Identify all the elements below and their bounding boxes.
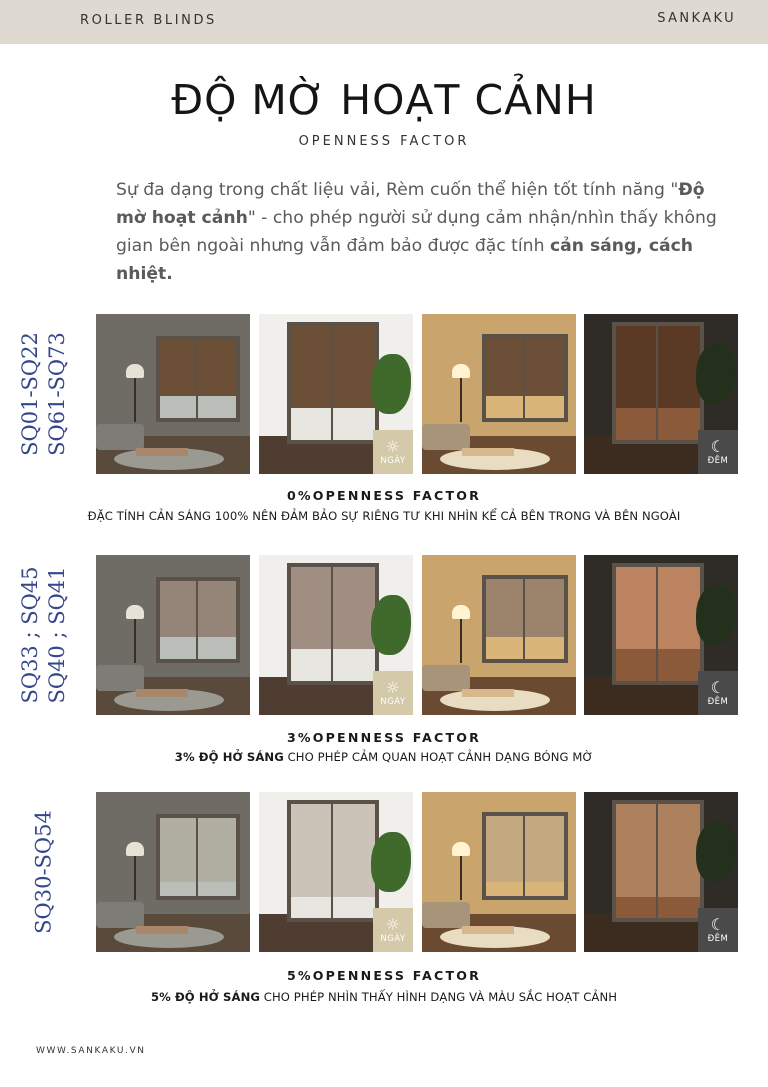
window <box>156 814 240 900</box>
window-pane <box>198 340 236 418</box>
plant <box>696 344 736 404</box>
window-pane <box>198 818 236 896</box>
product-codes <box>26 792 62 952</box>
plant <box>371 354 411 414</box>
openness-caption-text <box>0 750 768 764</box>
window-pane <box>525 579 564 659</box>
roller-blind <box>525 338 564 396</box>
window <box>287 322 379 444</box>
plant <box>696 822 736 882</box>
openness-caption-body: CHO PHÉP NHÌN THẤY HÌNH DẠNG VÀ MÀU SẮC HOẠT CẢNH <box>260 990 618 1004</box>
window-pane <box>616 804 658 918</box>
floor-lamp-pole <box>460 378 462 422</box>
coffee-table <box>136 926 188 934</box>
floor-lamp-shade <box>126 842 144 856</box>
window-pane <box>333 804 375 918</box>
window-pane <box>160 818 198 896</box>
floor-lamp-shade <box>452 364 470 378</box>
room-photo <box>259 555 413 715</box>
room-photo <box>422 555 576 715</box>
window <box>287 800 379 922</box>
window <box>156 336 240 422</box>
sofa <box>96 424 144 450</box>
night-badge <box>698 430 738 474</box>
coffee-table <box>462 926 514 934</box>
openness-caption-title: 0%OPENNESS FACTOR <box>286 488 482 503</box>
day-label: NGÀY <box>380 697 406 707</box>
roller-blind <box>160 581 196 637</box>
openness-caption-bold: 5% ĐỘ HỞ SÁNG <box>150 990 260 1004</box>
window <box>482 575 568 663</box>
window-pane <box>525 338 564 418</box>
night-label: ĐÊM <box>707 456 729 466</box>
brand-name: SANKAKU <box>657 11 736 26</box>
product-codes <box>18 314 69 474</box>
openness-caption-body: CHO PHÉP CẢM QUAN HOẠT CẢNH DẠNG BÓNG MỜ <box>283 750 594 764</box>
window <box>156 577 240 663</box>
floor-lamp-shade <box>452 605 470 619</box>
openness-caption-title: 3%OPENNESS FACTOR <box>286 730 482 745</box>
plant <box>371 595 411 655</box>
window-pane <box>658 804 700 918</box>
room-photo <box>259 792 413 952</box>
openness-caption-body: ĐẶC TÍNH CẢN SÁNG 100% NÊN ĐẢM BẢO SỰ RIÊNG TƯ KHI NHÌN KỂ CẢ BÊN TRONG VÀ BÊN NGOÀI <box>87 509 681 523</box>
window-pane <box>333 326 375 440</box>
roller-blind <box>198 340 236 396</box>
product-code-line-1: SQ30-SQ54 <box>31 810 56 934</box>
moon-icon: ☾ <box>710 915 726 934</box>
roller-blind <box>616 326 656 408</box>
roller-blind <box>291 567 331 649</box>
room-photo <box>584 792 738 952</box>
day-label: NGÀY <box>380 456 406 466</box>
openness-group <box>0 555 768 715</box>
openness-group <box>0 792 768 952</box>
intro-text-1: Sự đa dạng trong chất liệu vải, Rèm cuốn thể hiện tốt tính năng " <box>116 180 679 200</box>
roller-blind <box>616 567 656 649</box>
window <box>612 563 704 685</box>
sofa <box>96 665 144 691</box>
roller-blind <box>525 579 564 637</box>
window-pane <box>486 338 525 418</box>
sofa <box>422 665 470 691</box>
roller-blind <box>333 326 375 408</box>
room-photo <box>259 314 413 474</box>
window <box>612 800 704 922</box>
window-pane <box>616 567 658 681</box>
plant <box>696 585 736 645</box>
roller-blind <box>198 818 236 882</box>
openness-caption-text <box>0 990 768 1004</box>
roller-blind <box>160 340 196 396</box>
floor-lamp-pole <box>134 856 136 900</box>
window-pane <box>486 816 525 896</box>
window-pane <box>333 567 375 681</box>
window-pane <box>291 804 333 918</box>
moon-icon: ☾ <box>710 678 726 697</box>
intro-bold-1: Độ mờ hoạt cảnh <box>116 180 705 228</box>
product-code-line-2: SQ61-SQ73 <box>45 332 69 456</box>
photo-row <box>96 555 738 715</box>
intro-bold-2: cản sáng, cách nhiệt. <box>116 236 694 284</box>
product-code-line-1: SQ33 ; SQ45 <box>18 566 42 704</box>
night-label: ĐÊM <box>707 934 729 944</box>
room-photo <box>422 792 576 952</box>
window-pane <box>160 340 198 418</box>
window-pane <box>160 581 198 659</box>
room-photo <box>96 555 250 715</box>
roller-blind <box>525 816 564 882</box>
sofa <box>422 424 470 450</box>
window-pane <box>658 567 700 681</box>
window-pane <box>291 326 333 440</box>
roller-blind <box>333 804 375 897</box>
top-bar <box>0 0 768 44</box>
roller-blind <box>658 326 700 408</box>
page-subtitle: OPENNESS FACTOR <box>298 134 470 149</box>
page-title: ĐỘ MỜ HOẠT CẢNH <box>171 76 597 124</box>
floor-lamp-shade <box>126 605 144 619</box>
coffee-table <box>462 448 514 456</box>
coffee-table <box>136 448 188 456</box>
website-url: WWW.SANKAKU.VN <box>36 1046 146 1056</box>
day-label: NGÀY <box>380 934 406 944</box>
coffee-table <box>136 689 188 697</box>
sun-icon: ☼ <box>385 678 401 697</box>
night-badge <box>698 908 738 952</box>
room-photo <box>96 792 250 952</box>
day-badge <box>373 430 413 474</box>
moon-icon: ☾ <box>710 437 726 456</box>
product-codes <box>18 555 69 715</box>
floor-lamp-pole <box>460 856 462 900</box>
window <box>287 563 379 685</box>
roller-blind <box>333 567 375 649</box>
roller-blind <box>291 804 331 897</box>
coffee-table <box>462 689 514 697</box>
intro-text-2: " - cho phép người sử dụng cảm nhận/nhìn thấy không gian bên ngoài nhưng vẫn đảm bảo được đặc tính <box>116 208 717 256</box>
floor-lamp-pole <box>134 619 136 663</box>
roller-blind <box>658 804 700 897</box>
day-badge <box>373 908 413 952</box>
floor-lamp-pole <box>134 378 136 422</box>
roller-blind <box>198 581 236 637</box>
window-pane <box>616 326 658 440</box>
product-code-line-1: SQ01-SQ22 <box>18 332 42 456</box>
sofa <box>422 902 470 928</box>
room-photo <box>584 314 738 474</box>
window <box>612 322 704 444</box>
openness-caption-text <box>0 509 768 523</box>
room-photo <box>584 555 738 715</box>
openness-caption-bold: 3% ĐỘ HỞ SÁNG <box>174 750 284 764</box>
sun-icon: ☼ <box>385 437 401 456</box>
roller-blind <box>658 567 700 649</box>
roller-blind <box>486 579 523 637</box>
photo-row <box>96 792 738 952</box>
window <box>482 812 568 900</box>
intro-paragraph <box>116 176 728 288</box>
window-pane <box>198 581 236 659</box>
header-category: ROLLER BLINDS <box>80 13 217 28</box>
photo-row <box>96 314 738 474</box>
night-badge <box>698 671 738 715</box>
product-code-line-2: SQ40 ; SQ41 <box>45 566 69 704</box>
plant <box>371 832 411 892</box>
floor-lamp-shade <box>452 842 470 856</box>
day-badge <box>373 671 413 715</box>
night-label: ĐÊM <box>707 697 729 707</box>
window-pane <box>658 326 700 440</box>
openness-caption-title: 5%OPENNESS FACTOR <box>286 968 482 983</box>
floor-lamp-pole <box>460 619 462 663</box>
roller-blind <box>291 326 331 408</box>
room-photo <box>96 314 250 474</box>
sun-icon: ☼ <box>385 915 401 934</box>
roller-blind <box>616 804 656 897</box>
openness-group <box>0 314 768 474</box>
window-pane <box>291 567 333 681</box>
roller-blind <box>160 818 196 882</box>
roller-blind <box>486 338 523 396</box>
window-pane <box>525 816 564 896</box>
floor-lamp-shade <box>126 364 144 378</box>
room-photo <box>422 314 576 474</box>
window-pane <box>486 579 525 659</box>
roller-blind <box>486 816 523 882</box>
window <box>482 334 568 422</box>
sofa <box>96 902 144 928</box>
